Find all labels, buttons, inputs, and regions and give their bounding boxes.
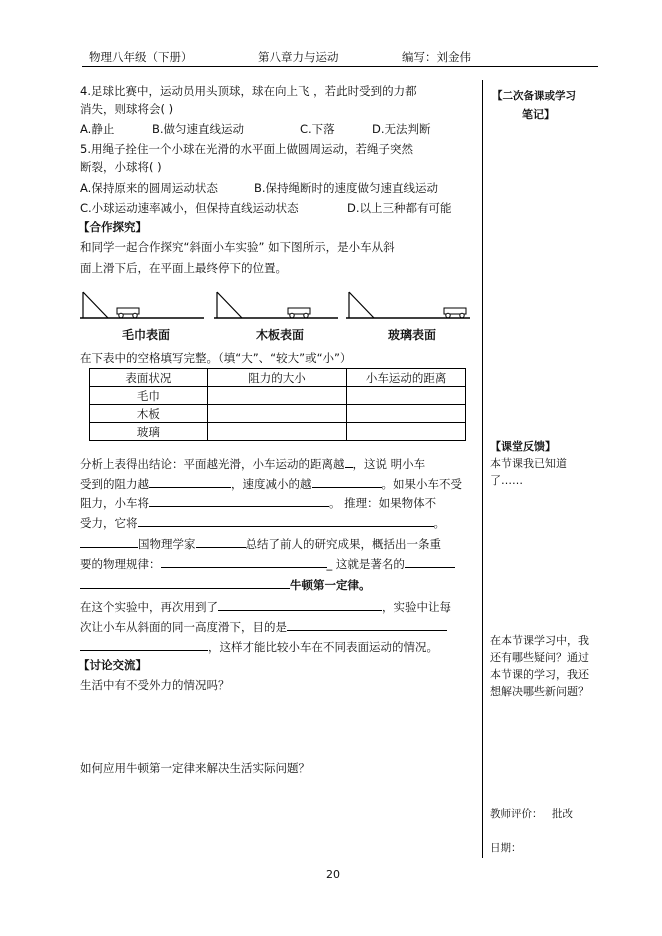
- analysis-line-5: [80, 535, 441, 552]
- analysis-text: 。如果小车不受: [381, 477, 462, 491]
- table-row: [90, 405, 466, 423]
- analysis-text: 分析上表得出结论：平面越光滑，小车运动的距离越: [80, 457, 345, 471]
- table-cell-surface: 毛巾: [90, 387, 208, 405]
- blank-speed[interactable]: [312, 475, 382, 488]
- blank-distance[interactable]: [345, 455, 353, 468]
- analysis-line-9: [80, 618, 447, 635]
- doubt-text: 在本节课学习中，我还有哪些疑问？通过本节课的学习，我还想解决哪些新问题？: [490, 634, 589, 698]
- blank-country[interactable]: [80, 535, 138, 548]
- table-header: 小车运动的距离: [347, 369, 466, 387]
- blank-law-continued[interactable]: [80, 576, 290, 589]
- coop-intro-1: 和同学一起合作探究“斜面小车实验” 如下图所示，是小车从斜: [80, 240, 395, 254]
- analysis-text: ，实验中让每: [382, 600, 451, 614]
- correction-label: 批改: [552, 808, 573, 820]
- table-cell-distance[interactable]: [347, 387, 466, 405]
- analysis-text: 受力，它将: [80, 516, 138, 530]
- table-cell-resistance[interactable]: [207, 405, 346, 423]
- q4-line2: 消失，则球将会( ): [80, 102, 174, 116]
- table-instruction: 在下表中的空格填写完整。（填“大”、“较大”或“小”）: [80, 351, 352, 365]
- analysis-text: 次让小车从斜面的同一高度滑下，目的是: [80, 620, 287, 634]
- figure-caption-towel: 毛巾表面: [122, 328, 171, 342]
- analysis-line-10: [80, 638, 438, 655]
- table-cell-distance[interactable]: [347, 423, 466, 441]
- q4-option-b: B.做匀速直线运动: [152, 122, 245, 136]
- figure-towel: [80, 290, 204, 342]
- teacher-eval: 教师评价：: [490, 808, 543, 820]
- q4-option-d: D.无法判断: [372, 122, 431, 136]
- analysis-line-2: [80, 475, 462, 492]
- analysis-line-6: 要的物理规律： _ 这就是著名的: [80, 555, 455, 572]
- incline-cart-diagram: [80, 290, 204, 322]
- q5-line1: 5.用绳子拴住一个小球在光滑的水平面上做圆周运动，若绳子突然: [80, 142, 413, 156]
- discussion-question-1: 生活中有不受外力的情况吗？: [80, 678, 230, 692]
- q5-option-a: A.保持原来的圆周运动状态: [80, 181, 218, 195]
- figure-caption-glass: 玻璃表面: [388, 328, 437, 342]
- blank-cart-motion[interactable]: [149, 494, 329, 507]
- q4-option-a: A.静止: [80, 122, 115, 136]
- blank-object-motion[interactable]: [138, 514, 434, 527]
- q5-option-d: D.以上三种都有可能: [347, 201, 452, 215]
- coop-intro-2: 面上滑下后，在平面上最终停下的位置。: [80, 261, 287, 275]
- figure-glass: [346, 290, 470, 342]
- analysis-text: 阻力，小车将: [80, 496, 149, 510]
- q5-option-c: C.小球运动速率减小，但保持直线运动状态: [80, 201, 299, 215]
- table-header: 表面状况: [90, 369, 208, 387]
- incline-cart-diagram: [214, 290, 338, 322]
- table-cell-resistance[interactable]: [207, 423, 346, 441]
- friction-table: [89, 368, 466, 441]
- discussion-question-2: 如何应用牛顿第一定律来解决生活实际问题？: [80, 761, 310, 775]
- blank-resistance[interactable]: [149, 475, 231, 488]
- q4-option-c: C.下落: [300, 122, 335, 136]
- blank-law[interactable]: [161, 555, 327, 568]
- sidebar-divider: [482, 80, 483, 858]
- blank-method[interactable]: [218, 598, 382, 611]
- coop-heading: 【合作探究】: [78, 220, 147, 234]
- table-row: [90, 387, 466, 405]
- q4-line1: 4.足球比赛中，运动员用头顶球，球在向上飞 ，若此时受到的力都: [80, 84, 417, 98]
- blank-purpose[interactable]: [287, 618, 447, 631]
- analysis-text: 这就是著名的: [335, 557, 405, 571]
- analysis-line-4: [80, 514, 445, 531]
- analysis-text: ，速度减小的越: [231, 477, 312, 491]
- figure-caption-wood: 木板表面: [256, 328, 305, 342]
- blank-physicist[interactable]: [196, 535, 246, 548]
- notes-title-1: 【二次备课或学习: [492, 90, 576, 102]
- table-row: [90, 423, 466, 441]
- header-author: 编写：刘金伟: [402, 50, 471, 64]
- feedback-title: 【课堂反馈】: [490, 440, 556, 453]
- analysis-text: 总结了前人的研究成果，概括出一条重: [245, 537, 441, 551]
- notes-title-2: 笔记】: [522, 108, 555, 121]
- page-number: 20: [326, 868, 340, 881]
- analysis-text: ，这说 明小车: [352, 457, 426, 471]
- analysis-text: 在这个实验中，再次用到了: [80, 600, 218, 614]
- analysis-text: 要的物理规律：: [80, 557, 161, 571]
- table-header: 阻力的大小: [207, 369, 346, 387]
- blank-purpose-continued[interactable]: [80, 638, 208, 651]
- analysis-text: 受到的阻力越: [80, 477, 149, 491]
- analysis-line-1: [80, 455, 425, 472]
- analysis-line-8: [80, 598, 451, 615]
- table-cell-resistance[interactable]: [207, 387, 346, 405]
- table-cell-distance[interactable]: [347, 405, 466, 423]
- analysis-text: 国物理学家: [138, 537, 196, 551]
- analysis-line-7: [80, 576, 371, 593]
- analysis-line-3: [80, 494, 436, 511]
- q5-line2: 断裂，小球将( ): [80, 160, 162, 174]
- analysis-text: 。 推理：如果物体不: [329, 496, 437, 510]
- newton-first-law: 牛顿第一定律。: [290, 578, 371, 592]
- header-rule: [82, 66, 598, 67]
- feedback-text: 本节课我已知道了……: [490, 457, 567, 487]
- header-chapter: 第八章力与运动: [258, 50, 339, 64]
- table-header-row: [90, 369, 466, 387]
- analysis-text: 。: [433, 516, 445, 530]
- analysis-text: ，这样才能比较小车在不同表面运动的情况。: [208, 640, 438, 654]
- blank-law-tail[interactable]: [405, 555, 455, 568]
- header-subject: 物理八年级（下册）: [89, 50, 193, 64]
- figure-wood: [214, 290, 338, 342]
- q5-option-b: B.保持绳断时的速度做匀速直线运动: [254, 181, 439, 195]
- incline-cart-diagram: [346, 290, 470, 322]
- table-cell-surface: 玻璃: [90, 423, 208, 441]
- discussion-heading: 【讨论交流】: [78, 658, 147, 672]
- table-cell-surface: 木板: [90, 405, 208, 423]
- date-label: 日期：: [490, 842, 522, 854]
